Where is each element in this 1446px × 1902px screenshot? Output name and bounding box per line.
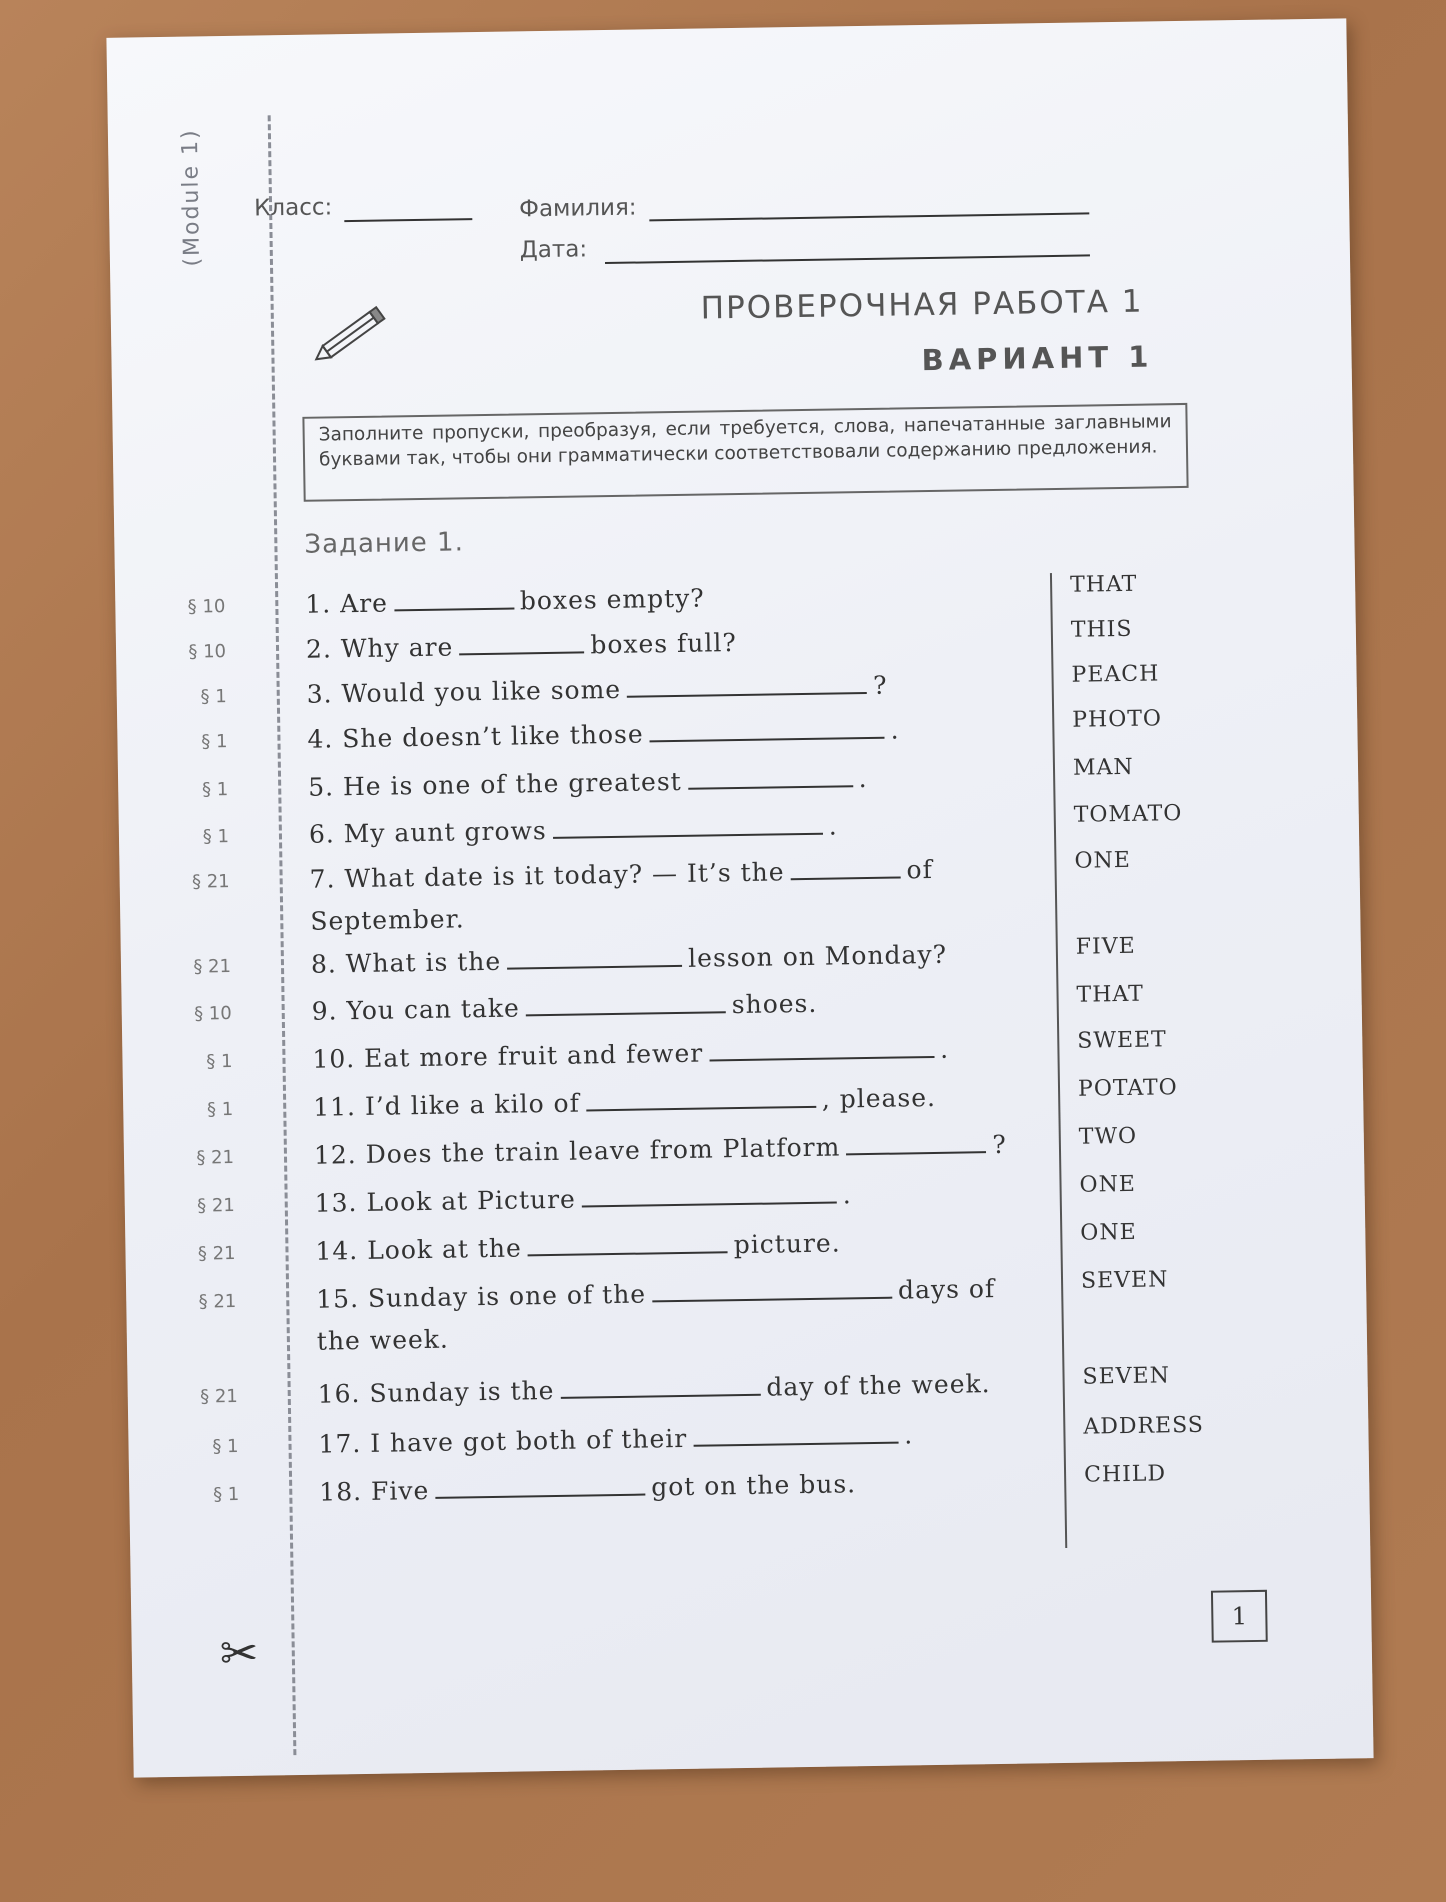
section-reference: § 1: [200, 686, 227, 708]
key-word: MAN: [1072, 754, 1134, 781]
key-word: THIS: [1070, 616, 1133, 643]
answer-column-divider: [1050, 573, 1067, 1548]
sentence-after: ?: [872, 670, 888, 700]
task-title: Задание 1.: [304, 527, 465, 560]
answer-blank[interactable]: [652, 1277, 892, 1303]
key-word: ONE: [1074, 847, 1132, 874]
section-reference: § 10: [193, 1002, 232, 1025]
sentence-after: shoes.: [731, 988, 818, 1020]
sentence-after: .: [828, 811, 838, 841]
section-reference: § 1: [202, 826, 230, 848]
scissors-icon: ✂: [219, 1625, 259, 1681]
sentence-before: 9. You can take: [311, 993, 521, 1026]
key-word: SWEET: [1077, 1027, 1167, 1054]
answer-blank[interactable]: [586, 1086, 816, 1112]
sentence-before: 5. He is one of the greatest: [307, 766, 682, 802]
answer-blank[interactable]: [649, 717, 884, 743]
exercise-sentence: [309, 811, 838, 848]
sentence-after: .: [939, 1034, 950, 1064]
variant-title: ВАРИАНТ 1: [921, 339, 1154, 378]
key-word: POTATO: [1077, 1075, 1178, 1102]
sentence-continuation: September.: [310, 904, 465, 936]
key-word: SEVEN: [1080, 1267, 1169, 1294]
section-reference: § 1: [201, 731, 228, 753]
key-word: PHOTO: [1072, 706, 1163, 733]
exercise-sentence: [312, 1035, 949, 1074]
page-number: 1: [1211, 1590, 1268, 1643]
key-word: ONE: [1080, 1219, 1137, 1246]
sentence-after: ?: [992, 1129, 1007, 1160]
module-label: (Module 1): [177, 128, 206, 267]
sentence-after: .: [858, 763, 868, 794]
sentence-before: 15. Sunday is one of the: [316, 1279, 647, 1314]
answer-blank[interactable]: [846, 1131, 986, 1155]
exercise-sentence: [307, 715, 900, 753]
answer-blank[interactable]: [627, 672, 867, 698]
sentence-after: .: [890, 715, 900, 745]
date-label: Дата:: [519, 236, 588, 264]
exercise-sentence: [309, 855, 933, 894]
key-word: ONE: [1079, 1171, 1137, 1198]
key-word: TOMATO: [1073, 801, 1183, 828]
sentence-after: day of the week.: [766, 1369, 991, 1402]
page-title: ПРОВЕРОЧНАЯ РАБОТА 1: [700, 283, 1144, 327]
exercise-sentence: [311, 940, 947, 979]
sentence-before: 12. Does the train leave from Platform: [313, 1132, 841, 1170]
exercise-sentence: [314, 1130, 1007, 1170]
key-word: PEACH: [1071, 661, 1160, 688]
key-word: CHILD: [1083, 1461, 1167, 1488]
sentence-after: got on the bus.: [650, 1469, 857, 1502]
section-reference: § 21: [198, 1290, 237, 1313]
key-word: ADDRESS: [1083, 1412, 1205, 1440]
answer-blank[interactable]: [560, 1374, 760, 1399]
exercise-sentence: [315, 1180, 852, 1217]
sentence-before: 16. Sunday is the: [317, 1375, 555, 1409]
sentence-after: boxes full?: [590, 628, 738, 660]
sentence-after: .: [903, 1420, 914, 1450]
sentence-before: 1. Are: [305, 588, 389, 619]
section-reference: § 1: [206, 1098, 234, 1121]
key-word: SEVEN: [1082, 1363, 1171, 1390]
section-reference: § 1: [212, 1483, 240, 1506]
answer-blank[interactable]: [582, 1182, 837, 1208]
sentence-after: boxes empty?: [519, 583, 705, 616]
exercise-sentence: [318, 1369, 991, 1409]
section-reference: § 1: [201, 779, 229, 801]
sentence-before: 14. Look at the: [315, 1233, 523, 1266]
exercise-sentence: [313, 1083, 936, 1122]
section-reference: § 1: [206, 1050, 233, 1073]
sentence-before: 13. Look at Picture: [314, 1184, 577, 1218]
exercise-sentence: [305, 584, 705, 619]
key-word: THAT: [1076, 981, 1144, 1008]
sentence-after: picture.: [733, 1228, 841, 1260]
instruction-box: Заполните пропуски, преобразуя, если требуется, слова, напечатанные заглавными буквами так, чтобы они грамматически соответствовали содержанию предложения.: [302, 403, 1188, 502]
sentence-after: days of: [897, 1274, 996, 1305]
section-reference: § 21: [193, 956, 232, 978]
exercise-sentence: [319, 1469, 856, 1506]
pencil-icon: [306, 298, 397, 369]
sentence-before: 3. Would you like some: [306, 674, 622, 709]
cut-line: [268, 115, 297, 1755]
key-word: FIVE: [1075, 933, 1136, 960]
exercise-sentence: [308, 764, 868, 802]
answer-blank[interactable]: [693, 1422, 898, 1447]
exercise-sentence: [311, 989, 817, 1026]
answer-blank[interactable]: [526, 991, 726, 1016]
sentence-after: , please.: [821, 1082, 937, 1114]
section-reference: § 21: [191, 871, 230, 893]
sentence-after: .: [842, 1180, 852, 1210]
sentence-before: 4. She doesn’t like those: [307, 719, 644, 754]
answer-blank[interactable]: [709, 1036, 934, 1062]
exercise-sentence: [316, 1274, 995, 1314]
section-reference: § 21: [197, 1242, 236, 1265]
exercise-sentence: [306, 628, 737, 664]
sentence-before: 10. Eat more fruit and fewer: [312, 1038, 704, 1074]
exercise-sentence: [315, 1228, 841, 1265]
surname-field[interactable]: [649, 212, 1089, 221]
sentence-before: 11. I’d like a kilo of: [313, 1088, 581, 1122]
answer-blank[interactable]: [394, 588, 514, 612]
section-reference: § 10: [188, 641, 227, 663]
sentence-continuation: the week.: [316, 1324, 450, 1356]
section-reference: § 21: [199, 1385, 238, 1408]
sentence-before: 17. I have got both of their: [318, 1423, 688, 1459]
sentence-before: 2. Why are: [305, 632, 454, 664]
exercise-sentence: [307, 671, 888, 709]
surname-label: Фамилия:: [518, 194, 637, 223]
class-field[interactable]: [344, 218, 472, 222]
sentence-before: 7. What date is it today? — It’s the: [309, 857, 785, 894]
sentence-before: 18. Five: [319, 1475, 430, 1507]
section-reference: § 21: [196, 1194, 235, 1217]
sentence-after: lesson on Monday?: [687, 939, 948, 973]
section-reference: § 21: [196, 1146, 235, 1169]
answer-blank[interactable]: [528, 1231, 728, 1256]
answer-blank[interactable]: [507, 945, 682, 970]
answer-blank[interactable]: [687, 765, 852, 790]
exercise-sentence: [318, 1420, 913, 1458]
answer-blank[interactable]: [790, 856, 900, 880]
answer-blank[interactable]: [553, 813, 823, 839]
key-word: THAT: [1069, 571, 1138, 598]
date-field[interactable]: [605, 254, 1090, 264]
class-label: Класс:: [253, 194, 333, 222]
section-reference: § 1: [212, 1435, 239, 1458]
answer-blank[interactable]: [435, 1474, 645, 1499]
sentence-after: of: [906, 854, 934, 885]
sentence-before: 6. My aunt grows: [308, 816, 547, 849]
worksheet-page: [106, 18, 1373, 1777]
section-reference: § 10: [187, 596, 226, 618]
answer-blank[interactable]: [459, 631, 584, 655]
sentence-before: 8. What is the: [310, 946, 502, 979]
key-word: TWO: [1078, 1123, 1138, 1150]
